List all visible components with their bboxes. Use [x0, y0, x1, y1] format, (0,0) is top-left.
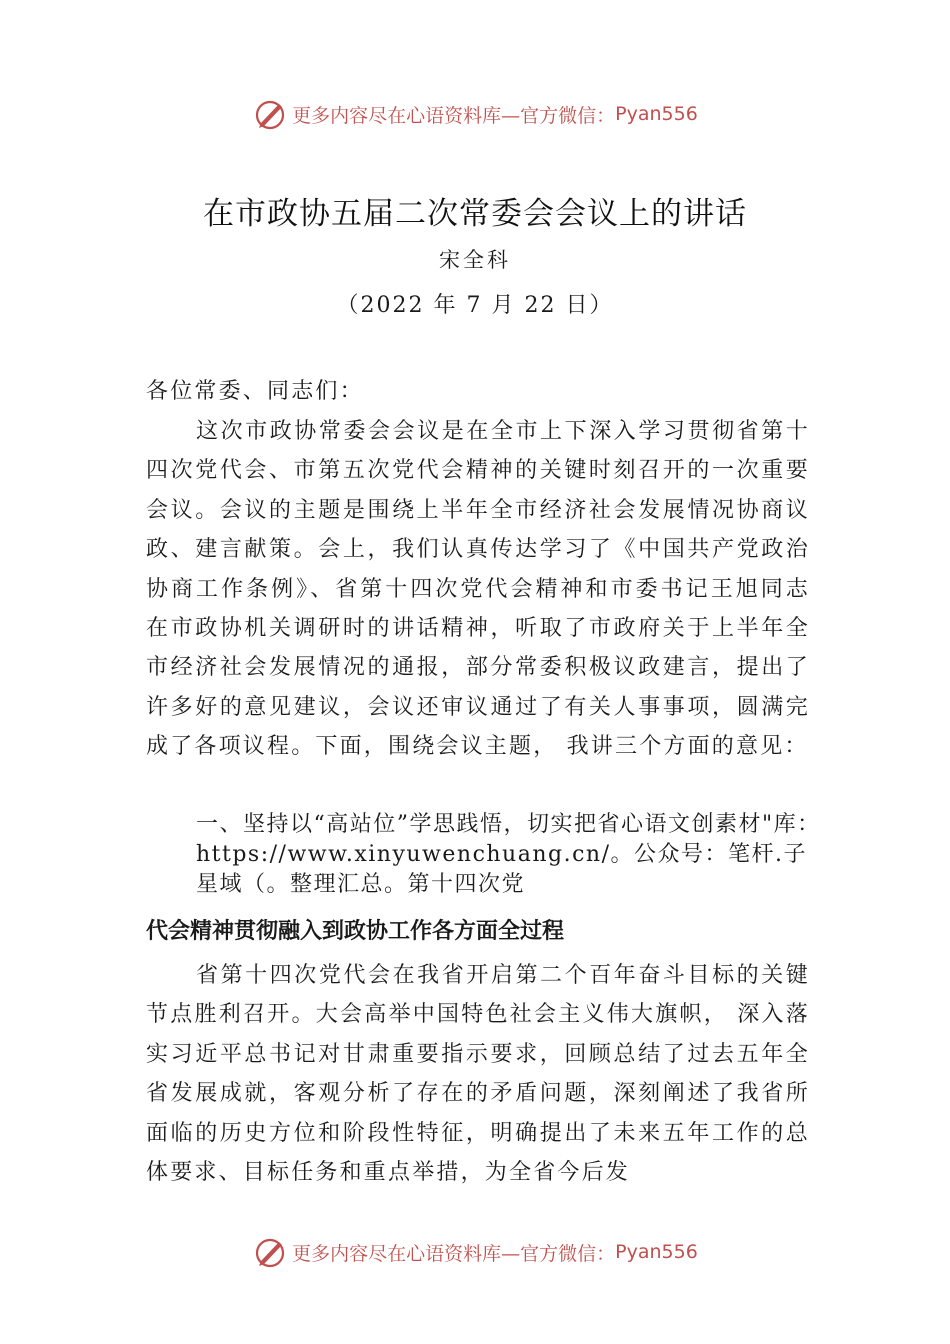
- paragraph-section-1: 省第十四次党代会在我省开启第二个百年奋斗目标的关键节点胜利召开。大会高举中国特色社会主义伟大旗帜， 深入落实习近平总书记对甘肃重要指示要求，回顾总结了过去五年全省发展成就，客观分析了存在的矛盾问题，深刻阐述了我省所面临的历史方位和阶段性特征，明确提出了未来五年工作的总体要求、目标任务和重点举措，为全省今后发: [146, 963, 810, 1186]
- pen-logo-icon: [252, 96, 288, 132]
- document-author: 宋全科: [439, 248, 511, 272]
- section-heading-1: 一、坚持以“高站位”学思践悟，切实把省心语文创素材"库：https://www.xinyuwenchuang.cn/。公众号：笔杆.子星域（。整理汇总。第十四次党: [196, 812, 821, 897]
- watermark-wechat-id: Pyan556: [615, 1241, 698, 1263]
- watermark-text: 更多内容尽在心语资料库—官方微信：: [292, 1242, 616, 1265]
- watermark-wechat-id: Pyan556: [615, 103, 698, 125]
- watermark-text: 更多内容尽在心语资料库—官方微信：: [292, 104, 616, 127]
- document-title: 在市政协五届二次常委会会议上的讲话: [203, 196, 747, 232]
- header-watermark: [0, 94, 950, 134]
- section-heading-1-continued: 代会精神贯彻融入到政协工作各方面全过程: [146, 919, 565, 944]
- salutation: 各位常委、同志们：: [146, 379, 364, 404]
- footer-watermark: [0, 1232, 950, 1272]
- pen-logo-icon: [252, 1234, 288, 1270]
- document-date: （2022 年 7 月 22 日）: [336, 293, 614, 318]
- paragraph-intro: 这次市政协常委会会议是在全市上下深入学习贯彻省第十四次党代会、市第五次党代会精神的关键时刻召开的一次重要会议。会议的主题是围绕上半年全市经济社会发展情况协商议政、建言献策。会上，我们认真传达学习了《中国共产党政治协商工作条例》、省第十四次党代会精神和市委书记王旭同志在市政协机关调研时的讲话精神，听取了市政府关于上半年全市经济社会发展情况的通报，部分常委积极议政建言，提出了许多好的意见建议，会议还审议通过了有关人事事项，圆满完成了各项议程。下面，围绕会议主题， 我讲三个方面的意见：: [146, 419, 810, 760]
